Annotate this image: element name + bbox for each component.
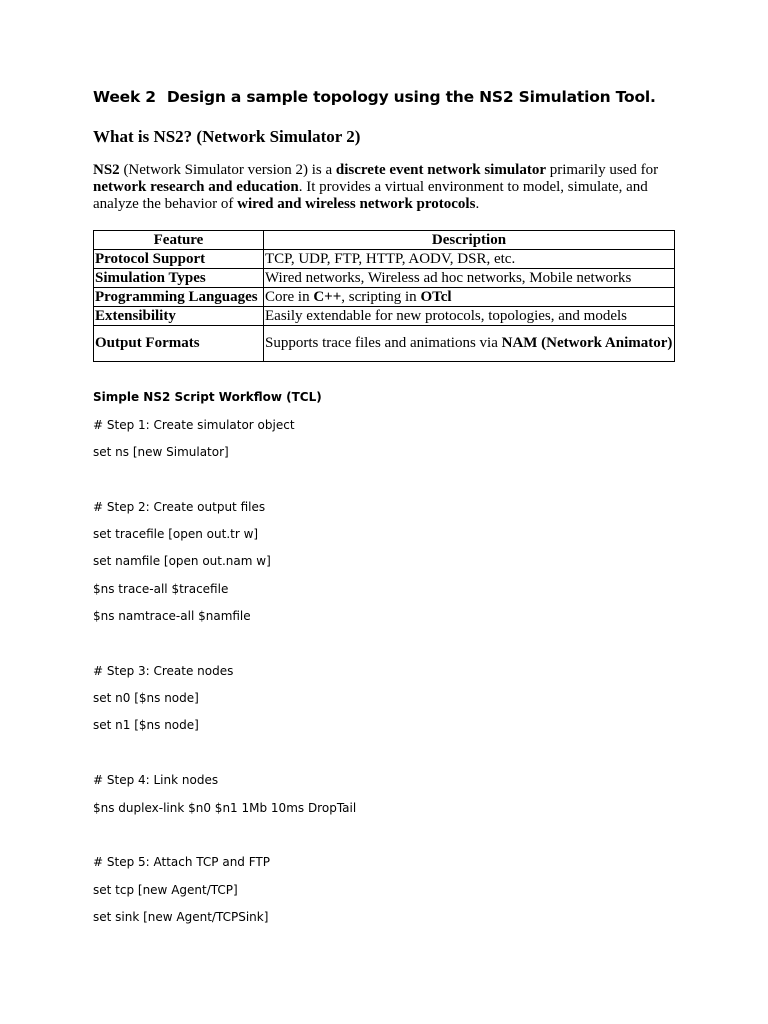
code-line: set sink [new Agent/TCPSink] bbox=[93, 910, 269, 924]
code-line: set tracefile [open out.tr w] bbox=[93, 527, 259, 541]
code-line: $ns duplex-link $n0 $n1 1Mb 10ms DropTail bbox=[93, 801, 357, 815]
desc-text: , scripting in bbox=[341, 288, 421, 305]
code-line: set ns [new Simulator] bbox=[93, 445, 229, 459]
table-row bbox=[94, 269, 675, 288]
table-header-row bbox=[94, 231, 675, 250]
feature-cell: Protocol Support bbox=[94, 250, 264, 269]
script-title: Simple NS2 Script Workflow (TCL) bbox=[93, 390, 322, 404]
intro-period: . bbox=[475, 195, 480, 212]
table-row bbox=[94, 326, 675, 362]
feature-cell: Extensibility bbox=[94, 307, 264, 326]
header-description: Description bbox=[264, 231, 675, 250]
code-line: set n0 [$ns node] bbox=[93, 691, 199, 705]
code-line: # Step 2: Create output files bbox=[93, 500, 266, 514]
desc-nam: NAM (Network Animator) bbox=[501, 335, 673, 351]
feature-cell: Programming Languages bbox=[94, 288, 264, 307]
description-cell: Easily extendable for new protocols, topologies, and models bbox=[264, 307, 675, 326]
code-line: set tcp [new Agent/TCP] bbox=[93, 883, 238, 897]
feature-cell: Simulation Types bbox=[94, 269, 264, 288]
week-label: Week 2 bbox=[93, 88, 156, 106]
code-line: # Step 4: Link nodes bbox=[93, 773, 219, 787]
code-line: # Step 3: Create nodes bbox=[93, 664, 234, 678]
page-title bbox=[93, 88, 656, 106]
intro-paragraph bbox=[93, 162, 673, 212]
title-text: Design a sample topology using the NS2 Simulation Tool. bbox=[166, 88, 656, 106]
description-cell: TCP, UDP, FTP, HTTP, AODV, DSR, etc. bbox=[264, 250, 675, 269]
section-heading: What is NS2? (Network Simulator 2) bbox=[93, 127, 361, 146]
code-line: set namfile [open out.nam w] bbox=[93, 554, 271, 568]
code-line: # Step 5: Attach TCP and FTP bbox=[93, 855, 270, 869]
code-line: # Step 1: Create simulator object bbox=[93, 418, 295, 432]
desc-text: Core in bbox=[265, 288, 314, 305]
intro-ns2: NS2 bbox=[93, 162, 120, 178]
description-cell bbox=[264, 326, 675, 362]
intro-text-1: (Network Simulator version 2) is a bbox=[119, 162, 336, 178]
code-line: $ns trace-all $tracefile bbox=[93, 582, 229, 596]
intro-discrete: discrete event network simulator bbox=[335, 162, 547, 178]
description-cell: Wired networks, Wireless ad hoc networks, Mobile networks bbox=[264, 269, 675, 288]
intro-text-3: . It provides a virtual environment to model, simulate, and analyze the behavior of bbox=[93, 178, 648, 212]
table-row bbox=[94, 288, 675, 307]
code-line: set n1 [$ns node] bbox=[93, 718, 199, 732]
description-cell bbox=[264, 288, 675, 307]
code-line: $ns namtrace-all $namfile bbox=[93, 609, 251, 623]
feature-table bbox=[93, 230, 675, 362]
header-feature: Feature bbox=[94, 231, 264, 250]
desc-cpp: C++ bbox=[313, 288, 342, 305]
desc-text: Supports trace files and animations via bbox=[265, 335, 502, 351]
table-row bbox=[94, 250, 675, 269]
desc-otcl: OTcl bbox=[420, 288, 452, 305]
feature-cell: Output Formats bbox=[94, 326, 264, 362]
intro-protocols: wired and wireless network protocols bbox=[237, 195, 476, 212]
intro-text-2: primarily used for bbox=[546, 162, 659, 178]
table-row bbox=[94, 307, 675, 326]
intro-research: network research and education bbox=[93, 178, 299, 195]
